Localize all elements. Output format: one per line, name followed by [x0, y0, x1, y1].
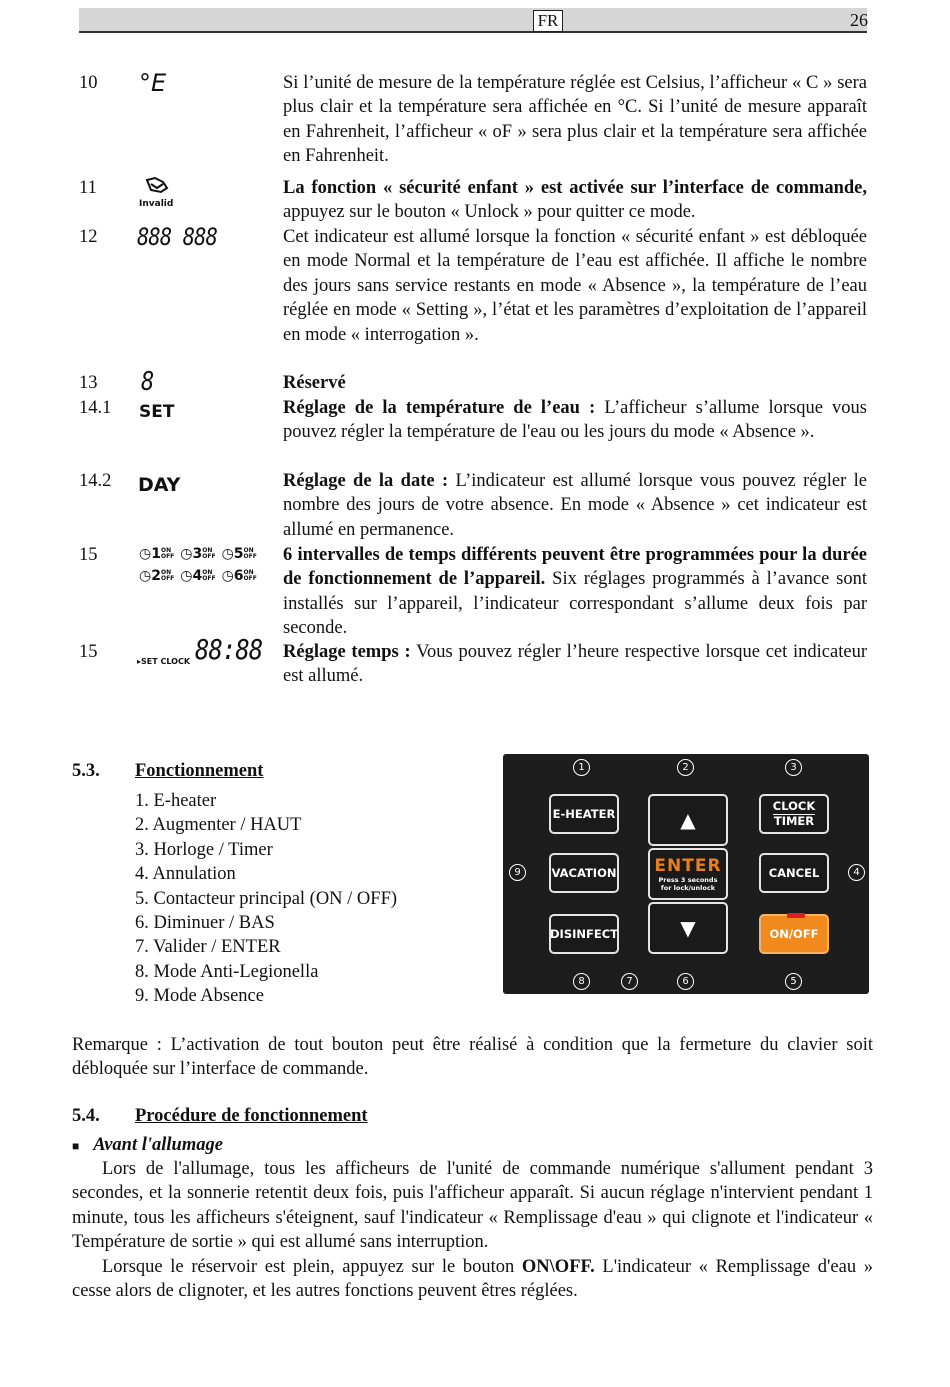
power-led	[787, 913, 805, 918]
callout-8: 8	[573, 973, 590, 990]
callout-3: 3	[785, 759, 802, 776]
enter-button[interactable]: ENTER Press 3 seconds for lock/unlock	[648, 848, 728, 900]
down-button[interactable]	[648, 902, 728, 954]
callout-4: 4	[848, 864, 865, 881]
disinfect-button[interactable]: DISINFECT	[549, 914, 619, 954]
row-description: Réglage temps : Vous pouvez régler l’heure respective lorsque cet indicateur est allumé.	[283, 642, 867, 687]
digit-display-icon: 888 888	[137, 223, 218, 251]
row-description: Si l’unité de mesure de la température réglée est Celsius, l’afficheur « C » sera plus clair et la température sera affichée en °C. Si l’unité de mesure apparaît en Fahrenheit, l’afficheur « oF » sera plus clair et la température sera affichée en Fahrenheit.	[283, 73, 867, 167]
callout-2: 2	[677, 759, 694, 776]
section-title: Procédure de fonctionnement	[135, 1106, 368, 1126]
paragraph: Lorsque le réservoir est plein, appuyez sur le bouton ON\OFF. L'indicateur « Remplissage d'eau » cesse alors de clignoter, et les autres fonctions peuvent êtres réglées.	[72, 1257, 873, 1302]
list-item: 3. Horloge / Timer	[135, 839, 273, 860]
row-number: 15	[79, 545, 98, 565]
row-description: Réglage de la date : L’indicateur est allumé lorsque vous pouvez régler le nombre des jours de votre absence. En mode « Absence » cet indicateur est allumé en permanence.	[283, 471, 867, 540]
row-description: 6 intervalles de temps différents peuvent être programmées pour la durée de fonctionnement de l’appareil. Six réglages programmés à l’avance sont installés sur l’appareil, l’indicateur correspondant s’allume deux fois par seconde.	[283, 545, 867, 639]
paragraph: Lors de l'allumage, tous les afficheurs de l'unité de commande numérique s'allument pendant 3 secondes, et la sonnerie retentit deux fois, puis l'afficheur apparaît. Si aucun réglage n'intervient pendant 1 minute, tous les afficheurs s'éteignent, sauf l'indicateur « Remplissage d'eau » qui clignote et l'indicateur « Température de sortie » qui est allumé sans interruption.	[72, 1159, 873, 1253]
callout-1: 1	[573, 759, 590, 776]
list-item: 9. Mode Absence	[135, 986, 264, 1007]
row-description: Cet indicateur est allumé lorsque la fonction « sécurité enfant » est débloquée en mode Normal et la température de l’eau est affichée. Il affiche le nombre des jours sans service restants en mode « Absence », la température de l’eau réglée en mode « Setting », l’état et les paramètres d’exploitation de l’appareil en mode « interrogation ».	[283, 227, 867, 345]
list-item: 4. Annulation	[135, 864, 236, 885]
timer-indicators-icon	[139, 543, 269, 587]
row-number: 11	[79, 178, 97, 198]
child-lock-icon	[137, 176, 175, 211]
up-button[interactable]	[648, 794, 728, 846]
cancel-button[interactable]: CANCEL	[759, 853, 829, 893]
function-list	[135, 789, 397, 1009]
page-number: 26	[850, 10, 868, 30]
celsius-indicator-icon: °E	[139, 69, 167, 97]
clock-icon: ◷4ON OFF	[180, 567, 216, 584]
set-indicator-icon: SET	[139, 402, 175, 422]
clock-icon: ◷2ON OFF	[139, 567, 175, 584]
clock-icon: ◷1ON OFF	[139, 545, 175, 562]
arrow-up-icon: ▲	[680, 807, 696, 832]
callout-6: 6	[677, 973, 694, 990]
invalid-label: Invalid	[139, 199, 174, 209]
clock-icon: ◷3ON OFF	[180, 545, 216, 562]
row-number: 15	[79, 642, 98, 662]
on-off-button[interactable]: ON/OFF	[759, 914, 829, 954]
clock-icon: ◷5ON OFF	[221, 545, 257, 562]
vacation-button[interactable]: VACATION	[549, 853, 619, 893]
row-number: 14.1	[79, 398, 112, 418]
row-number: 14.2	[79, 471, 112, 491]
callout-5: 5	[785, 973, 802, 990]
remark-text: Remarque : L’activation de tout bouton peut être réalisé à condition que la fermeture du clavier soit débloquée sur l’interface de commande.	[72, 1035, 873, 1080]
bullet-icon: ■	[72, 1139, 80, 1153]
list-item: 5. Contacteur principal (ON / OFF)	[135, 888, 398, 909]
arrow-down-icon: ▼	[680, 915, 696, 940]
header-language: FR	[533, 10, 563, 32]
single-digit-icon: 8	[141, 367, 154, 397]
list-item: 6. Diminuer / BAS	[135, 912, 275, 933]
row-number: 12	[79, 227, 98, 247]
row-number: 10	[79, 73, 98, 93]
header-bar	[79, 8, 867, 33]
clock-timer-button[interactable]: CLOCK TIMER	[759, 794, 829, 834]
section-title: Fonctionnement	[135, 761, 264, 781]
section-number: 5.3.	[72, 761, 100, 781]
list-item: 1. E-heater	[135, 791, 217, 811]
row-description: Réglage de la température de l’eau : L’afficheur s’allume lorsque vous pouvez régler la température de l'eau ou les jours du mode « Absence ».	[283, 398, 868, 443]
callout-7: 7	[621, 973, 638, 990]
list-item: 8. Mode Anti-Legionella	[135, 961, 319, 982]
section-number: 5.4.	[72, 1106, 100, 1126]
row-number: 13	[79, 373, 98, 393]
row-description: La fonction « sécurité enfant » est activée sur l’interface de commande, appuyez sur le bouton « Unlock » pour quitter ce mode.	[283, 178, 867, 223]
clock-icon: ◷6ON OFF	[221, 567, 257, 584]
list-item: 7. Valider / ENTER	[135, 937, 281, 958]
list-item: 2. Augmenter / HAUT	[135, 815, 302, 836]
callout-9: 9	[509, 864, 526, 881]
row-description: Réservé	[283, 373, 346, 393]
control-panel	[503, 754, 869, 994]
e-heater-button[interactable]: E-HEATER	[549, 794, 619, 834]
day-indicator-icon: DAY	[138, 474, 181, 496]
bullet-heading: ■ Avant l'allumage	[72, 1135, 223, 1155]
